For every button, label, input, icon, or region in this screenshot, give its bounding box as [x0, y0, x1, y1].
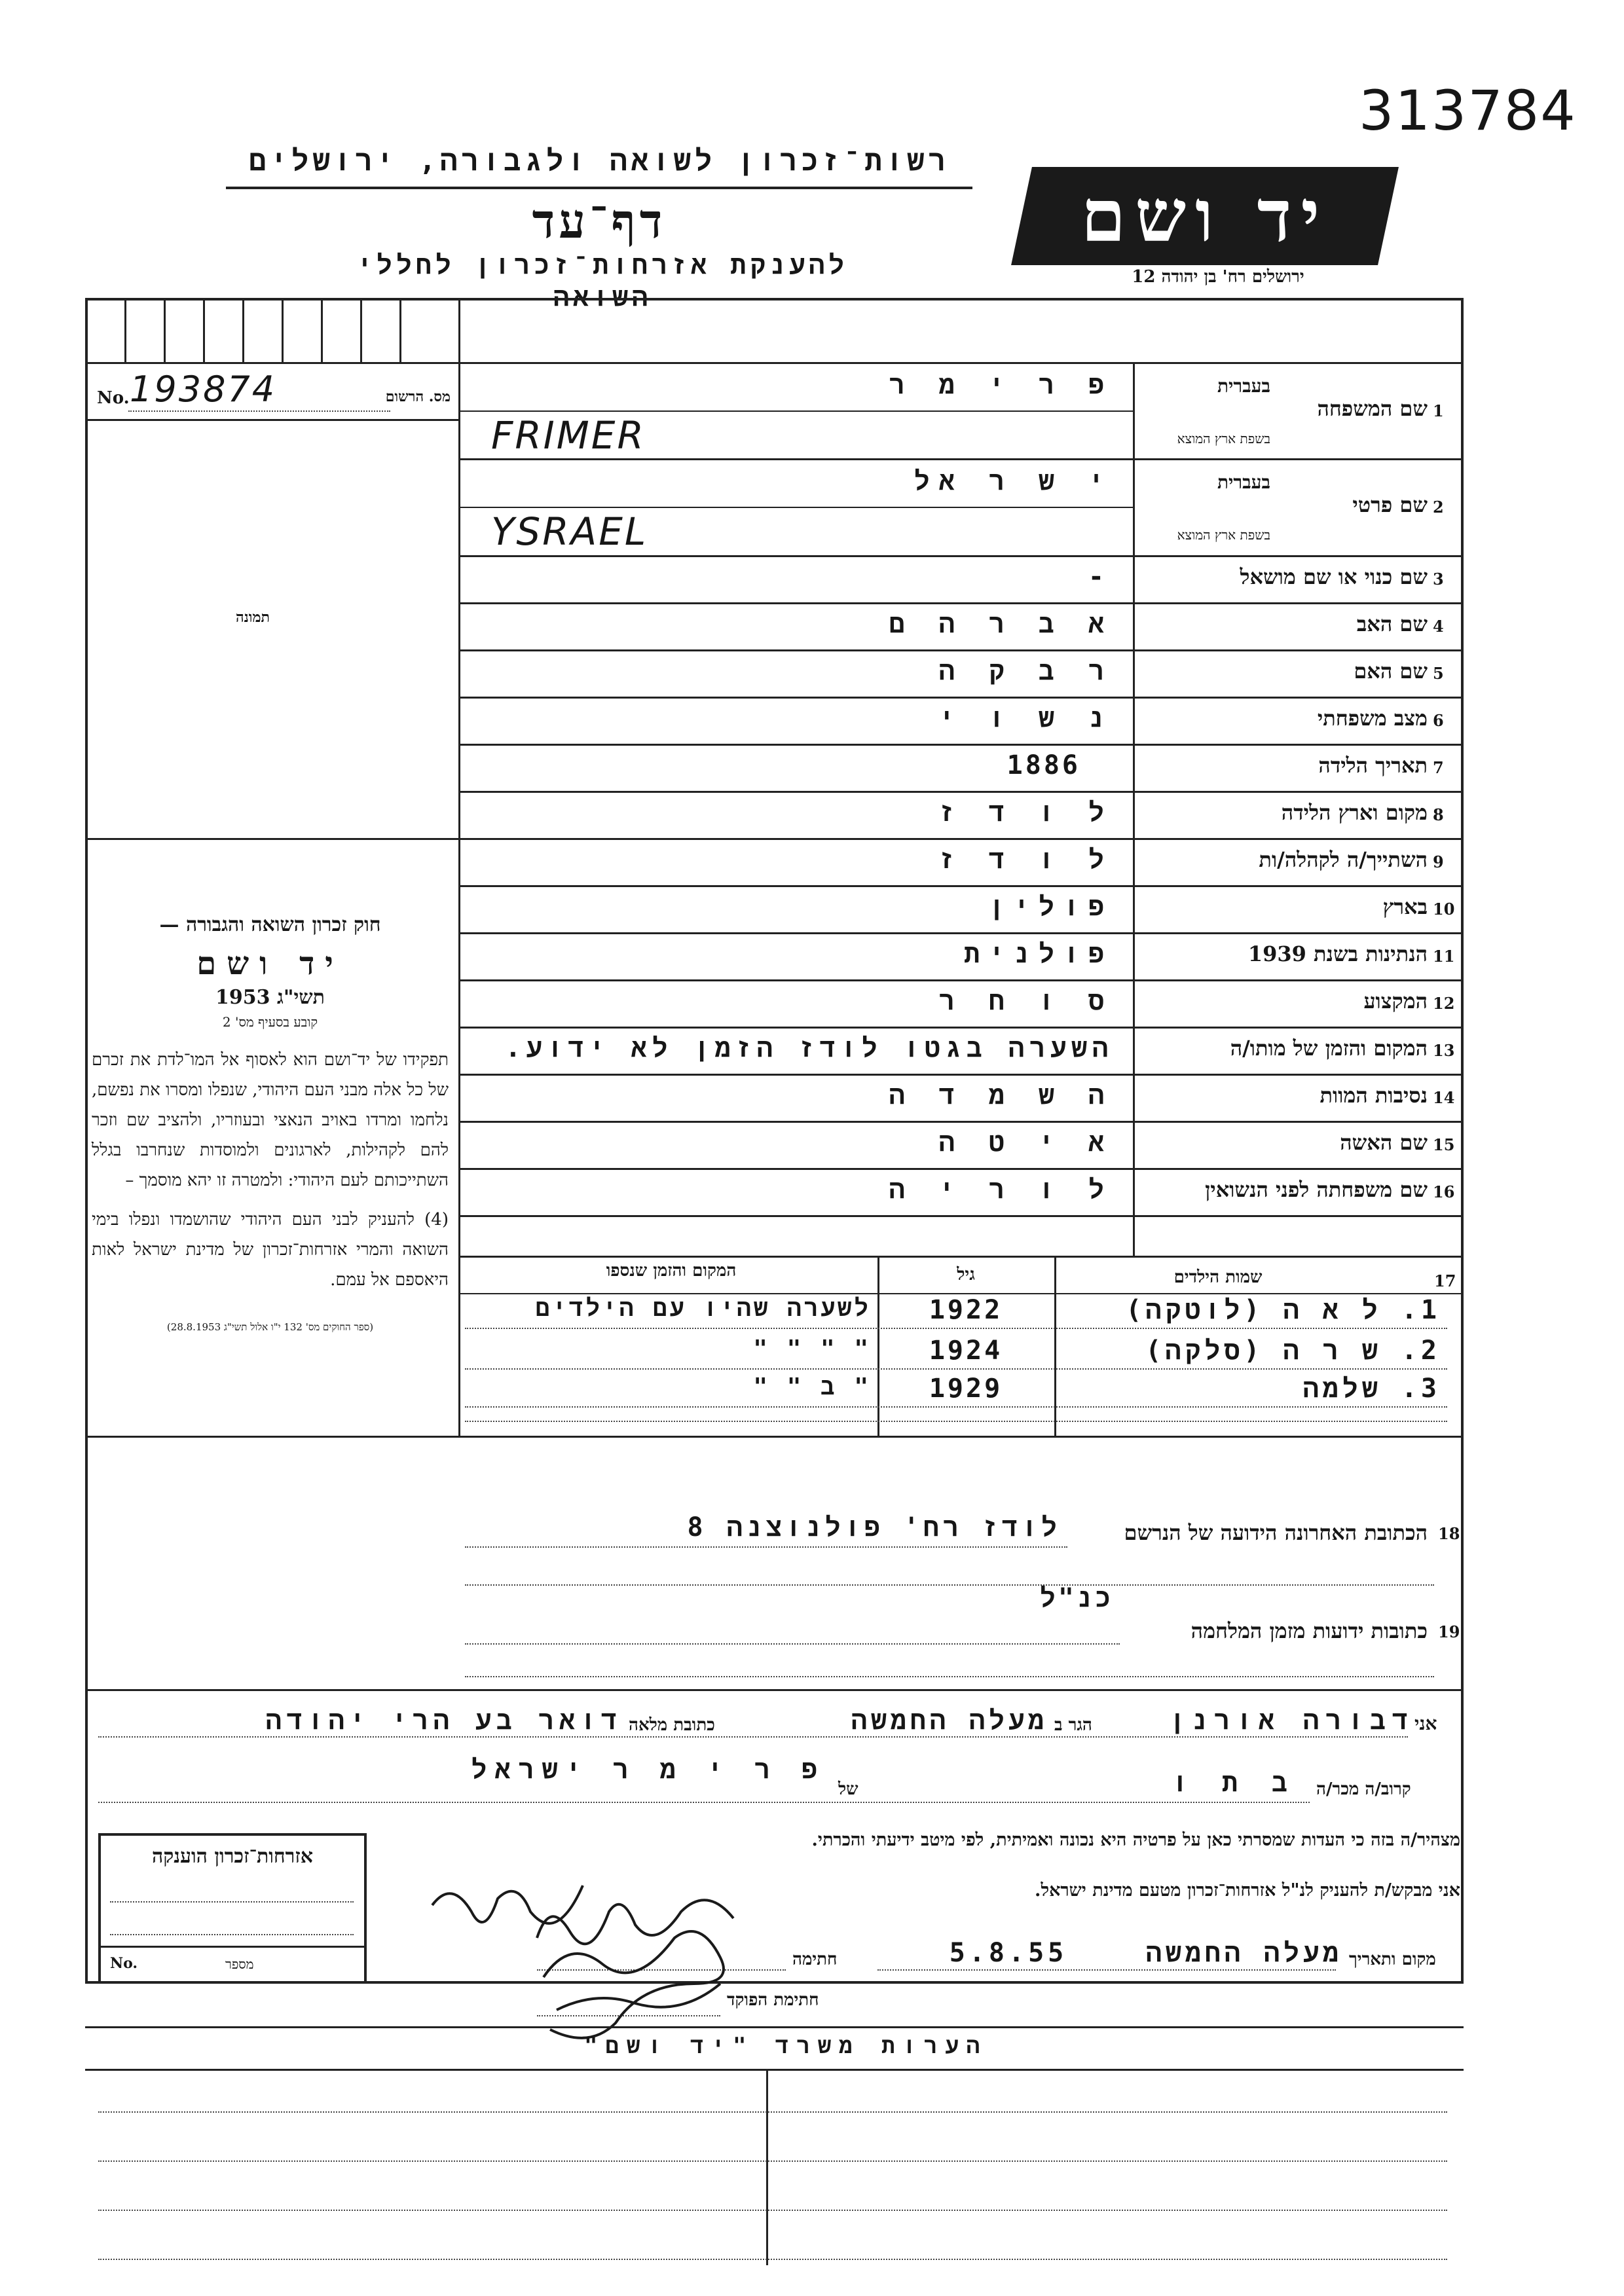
declarant-ani: אני	[1414, 1713, 1437, 1734]
field-2-value: י ש ר אל	[913, 466, 1113, 496]
field-9-value: ל ו ד ז	[938, 845, 1113, 875]
archive-number: 313784	[1359, 79, 1577, 143]
registration-field	[97, 369, 451, 416]
declaration-text: מצהיר/ה בזה כי העדות שמסרתי כאן על פרטיה היא נכונה ואמיתית, לפי מיטב ידיעתי והכרתי.	[811, 1830, 1460, 1850]
field-14-label: נסיבות המוות	[1320, 1083, 1428, 1108]
child-row-1-age: 1922	[929, 1295, 1003, 1325]
field-2-label: שם פרטי	[1352, 492, 1428, 517]
logo-text: יד ושם	[1080, 173, 1329, 258]
citizenship-num-heb: מספר	[225, 1956, 254, 1972]
field-19-label: כתובות ידועות מזמן המלחמה	[1190, 1618, 1428, 1643]
field-16-number: 16	[1433, 1182, 1455, 1201]
citizenship-title: אזרחות־זכרון הוענקה	[151, 1845, 314, 1868]
request-text: אני מבקש/ת להעניק לנ"ל אזרחות־זכרון מטעם מדינת ישראל.	[1035, 1880, 1460, 1901]
field-7-number: 7	[1433, 758, 1444, 777]
field-10-number: 10	[1433, 900, 1455, 919]
declarant-resides: מעלה החמשה	[851, 1705, 1048, 1736]
field-8-value: ל ו ד ז	[938, 797, 1113, 828]
field-16-value: ל ו ר י ה	[889, 1175, 1113, 1205]
children-header-names: שמות הילדים	[1173, 1267, 1263, 1287]
authority-line	[223, 144, 976, 179]
place-date-label: מקום ותאריך	[1349, 1950, 1436, 1969]
law-title: חוק זכרון השואה והגבורה —	[159, 913, 381, 936]
child-row-2-name: 2. ש ר ה (סלקה)	[1145, 1336, 1441, 1366]
field-1-label: שם המשפחה	[1317, 395, 1428, 421]
field-7-label: תאריך הלידה	[1318, 753, 1428, 778]
law-clause: קובע בסעיף מס' 2	[222, 1014, 318, 1030]
field-13-label: המקום והזמן של מותו/ה	[1230, 1036, 1428, 1061]
yad-vashem-logo	[1011, 167, 1399, 265]
field-4-label: שם האב	[1356, 611, 1428, 636]
field-1-number: 1	[1433, 401, 1444, 420]
date-value: 5.8.55	[949, 1938, 1068, 1968]
field-8-number: 8	[1433, 805, 1444, 824]
child-row-3-age: 1929	[929, 1374, 1003, 1404]
citizenship-num-en: No.	[110, 1955, 138, 1972]
field-14-value: ה ש מ ד ה	[889, 1080, 1113, 1110]
logo-address: ירושלים רח' בן יהודה 12	[1132, 267, 1304, 287]
field-13-value: השערה בגטו לודז הזמן לא ידוע.	[505, 1033, 1113, 1063]
field-6-number: 6	[1433, 711, 1444, 730]
field-6-label: מצב משפחתי	[1317, 706, 1428, 731]
field-5-number: 5	[1433, 664, 1444, 683]
declarant-full-address: דואר בע הרי יהודה	[265, 1705, 622, 1736]
field-9-number: 9	[1433, 852, 1444, 871]
officer-signature-label: חתימת הפוקד	[727, 1990, 819, 2010]
children-header-age: גיל	[957, 1265, 975, 1285]
law-body-1: תפקידו של יד־ושם הוא לאסוף אל המו־לדת את זכרם של כל אלה מבני העם היהודי, שנפלו ומסרו את נפשם, נלחמו ומרדו באויב הנאצי ובעוזריו, ולהציב שם וזכר להם לקהילות, לארגונים ולמוסדות שנחרבו בגלל השתייכותם לעם היהודי: ולמטרה זו יהא מוסמך –	[92, 1050, 449, 1190]
child-row-2-place: " " " "	[753, 1336, 871, 1362]
field-11-value: פולנית	[963, 939, 1113, 969]
field-2-sub-local: בשפת ארץ המוצא	[1177, 527, 1270, 543]
declarant-relative-label: קרוב/ה מכר/ה	[1316, 1779, 1411, 1799]
children-header-place: המקום והזמן שנספו	[606, 1261, 737, 1281]
child-row-3-name: 3. שלמה	[1302, 1374, 1441, 1404]
office-notes-title: הערות משרד "יד ושם"	[584, 2033, 987, 2059]
law-name: יד ושם	[196, 945, 344, 982]
form-title: דף־עד	[532, 193, 667, 249]
field-4-value: א ב ר ה ם	[889, 609, 1113, 639]
law-reference: (ספר החוקים מס' 132 י"ו אלול תשי"ג 28.8.1953)	[166, 1321, 374, 1333]
law-year: תשי"ג 1953	[215, 986, 325, 1009]
declarant-name: דבורה אורנן	[1169, 1705, 1414, 1736]
field-10-value: פולין	[988, 892, 1113, 922]
field-3-number: 3	[1433, 570, 1444, 589]
child-row-1-place: לשערה שהיו עם הילדים	[535, 1295, 871, 1322]
registration-label-en: No.	[97, 388, 130, 408]
field-1-sub-local: בשפת ארץ המוצא	[1177, 431, 1270, 446]
field-18-label: הכתובת האחרונה הידועה של הנרשם	[1124, 1520, 1428, 1545]
registration-value: 193874	[130, 369, 277, 410]
field-11-number: 11	[1433, 947, 1455, 966]
field-3-label: שם כנוי או שם מושאל	[1240, 564, 1428, 589]
child-row-2-age: 1924	[929, 1336, 1003, 1366]
field-1-value: פ ר י מ ר	[889, 370, 1113, 400]
field-13-number: 13	[1433, 1041, 1455, 1060]
field-3-value: -	[1088, 562, 1113, 592]
field-12-label: המקצוע	[1363, 989, 1428, 1013]
field-2-sub-heb: בעברית	[1217, 471, 1270, 493]
signature-label: חתימה	[792, 1950, 838, 1969]
field-19-number: 19	[1438, 1622, 1460, 1641]
field-2-number: 2	[1433, 498, 1444, 517]
field-14-number: 14	[1433, 1088, 1455, 1107]
field-5-label: שם האם	[1354, 659, 1428, 683]
declarant-relation: ב ת ו	[1172, 1768, 1297, 1798]
photo-label: תמונה	[236, 609, 270, 626]
field-18-value: לודז רח' פולנוצנה 8	[687, 1512, 1061, 1542]
field-15-number: 15	[1433, 1135, 1455, 1154]
field-11-label: הנתינות בשנת 1939	[1247, 941, 1428, 966]
field-10-label: בארץ	[1382, 894, 1428, 919]
field-1-sub-heb: בעברית	[1217, 375, 1270, 397]
field-15-value: א י ט ה	[938, 1127, 1113, 1157]
field-9-label: השתייך/ה לקהלה/ות	[1259, 847, 1428, 872]
child-row-1-name: 1. ל א ה (לוטקה)	[1126, 1295, 1441, 1325]
child-row-3-place: " ב " "	[753, 1374, 871, 1400]
place-value: מעלה החמשה	[1145, 1938, 1342, 1968]
field-16-label: שם משפחתה לפני הנשואין	[1205, 1177, 1428, 1202]
registration-label-heb: מס. הרשום	[385, 388, 451, 405]
field-5-value: ר ב ק ה	[938, 656, 1113, 686]
citizenship-box	[98, 1833, 367, 1984]
children-number: 17	[1434, 1271, 1456, 1290]
field-7-value: 1886	[1006, 750, 1080, 780]
declarant-of-label: של	[838, 1779, 858, 1799]
law-body-2: (4) להעניק לבני העם היהודי שהושמדו ונפלו בימי השואה והמרי אזרחות־זכרון של מדינת ישראל לאות היאספם אל עמם.	[92, 1210, 449, 1290]
field-18-number: 18	[1438, 1524, 1460, 1543]
field-19-value: כנ"ל	[1039, 1583, 1113, 1613]
law-block	[92, 913, 449, 1334]
declarant-of: פ ר י מ ר ישראל	[471, 1755, 825, 1785]
field-15-label: שם האשה	[1340, 1130, 1428, 1155]
field-2-value-local: YSRAEL	[491, 509, 648, 554]
authority-text: רשות־זכרון לשואה ולגבורה, ירושלים	[249, 144, 950, 177]
field-4-number: 4	[1433, 617, 1444, 636]
field-6-value: נ ש ו י	[938, 703, 1113, 733]
field-12-value: ס ו ח ר	[938, 986, 1113, 1016]
field-12-number: 12	[1433, 994, 1455, 1013]
field-8-label: מקום וארץ הלידה	[1281, 800, 1428, 825]
signature-drawing	[406, 1879, 825, 2049]
declarant-full-address-label: כתובת מלאה	[629, 1715, 715, 1735]
form-subtitle: להענקת אזרחות־זכרון לחללי השואה	[356, 250, 849, 312]
declarant-resides-label: הגר ב	[1054, 1715, 1092, 1735]
field-1-value-local: FRIMER	[491, 412, 646, 458]
